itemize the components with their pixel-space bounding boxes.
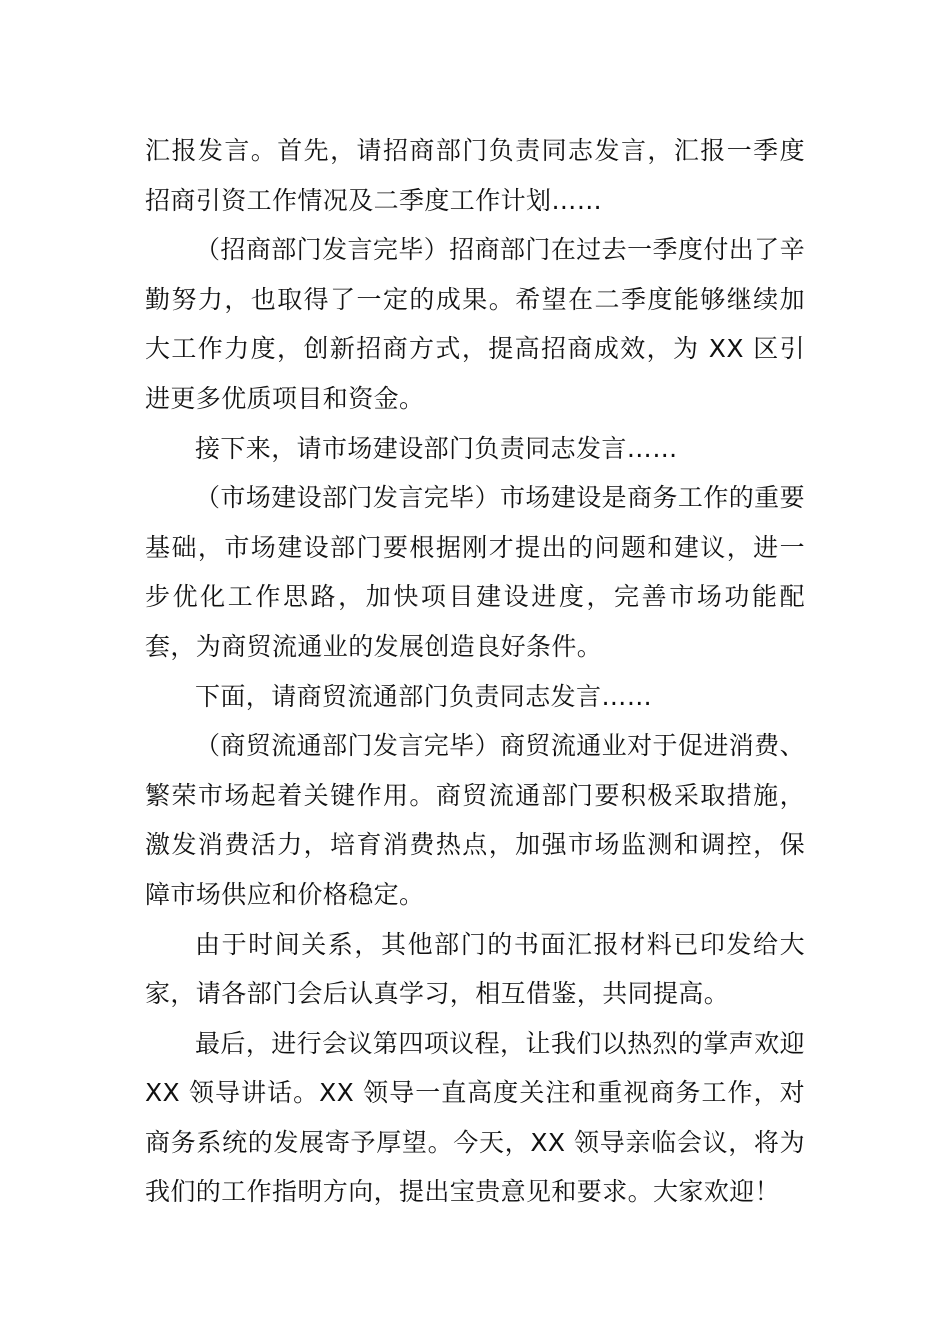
paragraph-continuation: 汇报发言。首先，请招商部门负责同志发言，汇报一季度招商引资工作情况及二季度工作计划…… [145,136,805,215]
paragraph-leader-speech: 最后，进行会议第四项议程，让我们以热烈的掌声欢迎 XX 领导讲话。XX 领导一直高度关注和重视商务工作，对商务系统的发展寄予厚望。今天，XX 领导亲临会议，将为我们的工作指明方向，提出宝贵意见和要求。大家欢迎！ [145,1028,805,1207]
paragraph-trade-summary: （商贸流通部门发言完毕）商贸流通业对于促进消费、繁荣市场起着关键作用。商贸流通部门要积极采取措施，激发消费活力，培育消费热点，加强市场监测和调控，保障市场供应和价格稳定。 [145,731,805,909]
paragraph-trade-intro: 下面，请商贸流通部门负责同志发言…… [195,681,653,711]
paragraph-market-summary: （市场建设部门发言完毕）市场建设是商务工作的重要基础，市场建设部门要根据刚才提出的问题和建议，进一步优化工作思路，加快项目建设进度，完善市场功能配套，为商贸流通业的发展创造良好条件。 [145,483,805,661]
document-body [145,126,805,1217]
paragraph-market-intro: 接下来，请市场建设部门负责同志发言…… [195,433,678,463]
paragraph-written-reports: 由于时间关系，其他部门的书面汇报材料已印发给大家，请各部门会后认真学习，相互借鉴，共同提高。 [145,929,805,1009]
paragraph-investment-summary: （招商部门发言完毕）招商部门在过去一季度付出了辛勤努力，也取得了一定的成果。希望在二季度能够继续加大工作力度，创新招商方式，提高招商成效，为 XX 区引进更多优质项目和资金。 [145,235,805,413]
